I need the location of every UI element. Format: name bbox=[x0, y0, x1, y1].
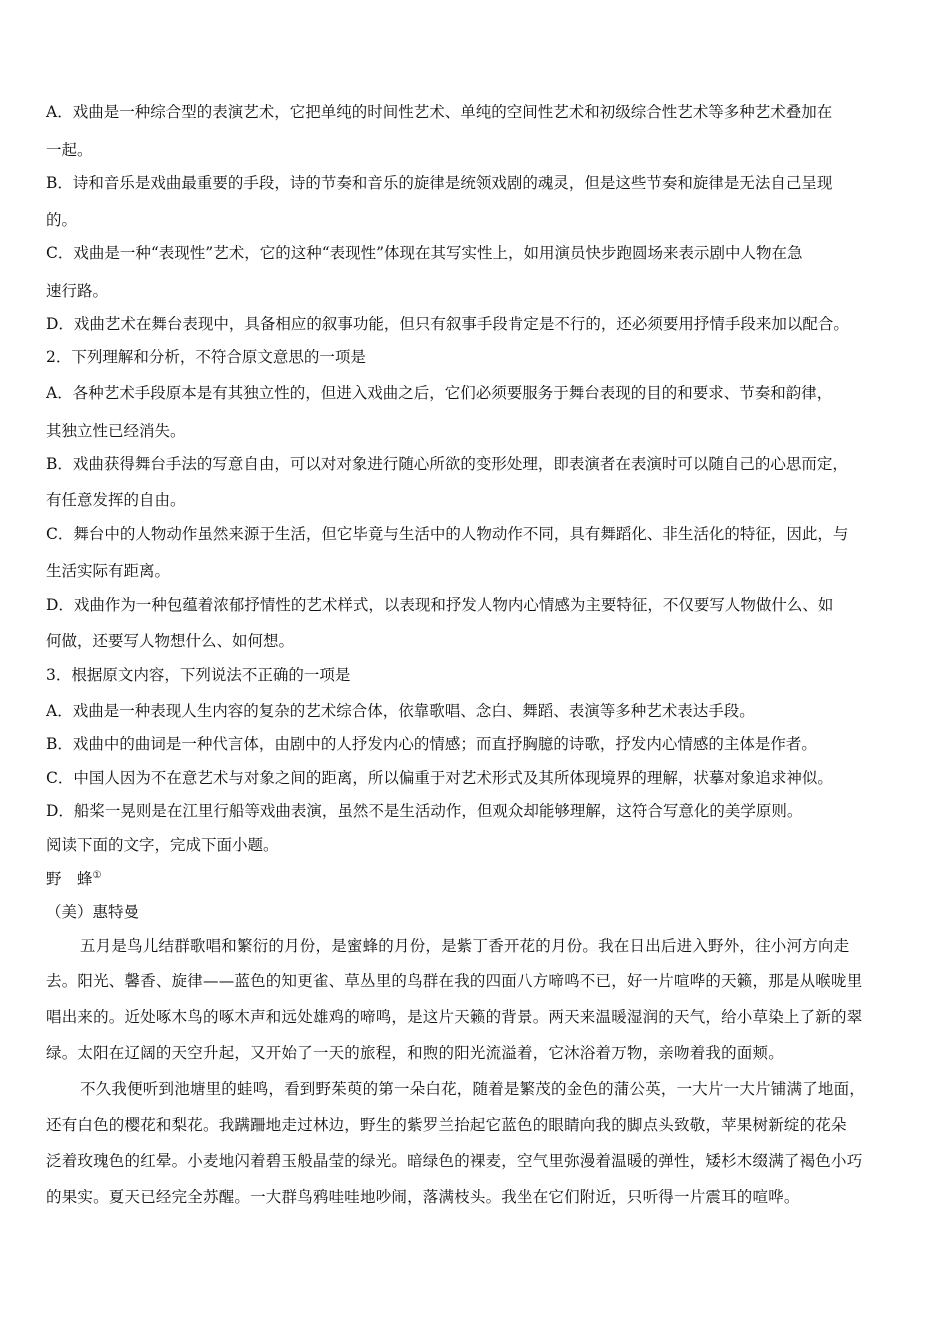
q1-option-a-line2: 一起。 bbox=[46, 141, 93, 159]
q2-option-a-line2: 其独立性已经消失。 bbox=[46, 422, 186, 440]
paragraph-line: 去。阳光、馨香、旋律——蓝色的知更雀、草丛里的鸟群在我的四面八方啼鸣不已，好一片喧哗的天籁，那是从喉咙里 bbox=[46, 972, 863, 990]
reading-instruction: 阅读下面的文字，完成下面小题。 bbox=[46, 836, 279, 854]
q2-option-d-line2: 何做，还要写人物想什么、如何想。 bbox=[46, 632, 295, 650]
paragraph-line: 唱出来的。近处啄木鸟的啄木声和远处雄鸡的啼鸣，是这片天籁的背景。两天来温暖湿润的天气，给小草染上了新的翠 bbox=[46, 1008, 863, 1026]
question-3: 3．根据原文内容，下列说法不正确的一项是 bbox=[46, 666, 351, 684]
paragraph-line: 泛着玫瑰色的红晕。小麦地闪着碧玉般晶莹的绿光。暗绿色的裸麦，空气里弥漫着温暖的弹性，矮杉木缀满了褐色小巧 bbox=[46, 1152, 863, 1170]
paragraph-line: 绿。太阳在辽阔的天空升起，又开始了一天的旅程，和煦的阳光流溢着，它沐浴着万物，亲吻着我的面颊。 bbox=[46, 1044, 784, 1062]
q3-option-a: A．戏曲是一种表现人生内容的复杂的艺术综合体，依靠歌唱、念白、舞蹈、表演等多种艺术表达手段。 bbox=[46, 702, 755, 720]
q2-option-c-line1: C．舞台中的人物动作虽然来源于生活，但它毕竟与生活中的人物动作不同，具有舞蹈化、非生活化的特征，因此，与 bbox=[46, 525, 849, 543]
article-author: （美）惠特曼 bbox=[46, 903, 140, 921]
q2-option-b-line1: B．戏曲获得舞台手法的写意自由，可以对对象进行随心所欲的变形处理，即表演者在表演时可以随自己的心思而定， bbox=[46, 455, 848, 473]
q1-option-c-line1: C．戏曲是一种“表现性”艺术，它的这种“表现性”体现在其写实性上，如用演员快步跑圆场来表示剧中人物在急 bbox=[46, 244, 803, 262]
q1-option-c-line2: 速行路。 bbox=[46, 282, 109, 300]
paragraph-line: 的果实。夏天已经完全苏醒。一大群鸟鸦哇哇地吵闹，落满枝头。我坐在它们附近，只听得一片震耳的喧哗。 bbox=[46, 1188, 800, 1206]
q2-option-d-line1: D．戏曲作为一种包蕴着浓郁抒情性的艺术样式，以表现和抒发人物内心情感为主要特征，不仅要写人物做什么、如 bbox=[46, 596, 834, 614]
paragraph-line: 还有白色的樱花和梨花。我蹒跚地走过林边，野生的紫罗兰抬起它蓝色的眼睛向我的脚点头致敬，苹果树新绽的花朵 bbox=[46, 1116, 847, 1134]
footnote-mark: ① bbox=[92, 870, 102, 881]
article-title-text: 野 蜂 bbox=[46, 870, 93, 888]
q3-option-c: C．中国人因为不在意艺术与对象之间的距离，所以偏重于对艺术形式及其所体现境界的理解，状摹对象追求神似。 bbox=[46, 769, 833, 787]
q2-option-b-line2: 有任意发挥的自由。 bbox=[46, 491, 186, 509]
q3-option-d: D．船桨一晃则是在江里行船等戏曲表演，虽然不是生活动作，但观众却能够理解，这符合写意化的美学原则。 bbox=[46, 802, 803, 820]
q1-option-a-line1: A．戏曲是一种综合型的表演艺术，它把单纯的时间性艺术、单纯的空间性艺术和初级综合性艺术等多种艺术叠加在 bbox=[46, 103, 833, 121]
q1-option-d-line1: D．戏曲艺术在舞台表现中，具备相应的叙事功能，但只有叙事手段肯定是不行的，还必须要用抒情手段来加以配合。 bbox=[46, 315, 849, 333]
paragraph-line: 五月是鸟儿结群歌唱和繁衍的月份，是蜜蜂的月份，是紫丁香开花的月份。我在日出后进入野外，往小河方向走 bbox=[80, 937, 850, 955]
q3-option-b: B．戏曲中的曲词是一种代言体，由剧中的人抒发内心的情感；而直抒胸臆的诗歌，抒发内心情感的主体是作者。 bbox=[46, 735, 817, 753]
q2-option-c-line2: 生活实际有距离。 bbox=[46, 562, 171, 580]
q2-option-a-line1: A．各种艺术手段原本是有其独立性的，但进入戏曲之后，它们必须要服务于舞台表现的目的和要求、节奏和韵律， bbox=[46, 384, 833, 402]
q1-option-b-line2: 的。 bbox=[46, 211, 78, 229]
article-title bbox=[46, 869, 101, 889]
q1-option-b-line1: B．诗和音乐是戏曲最重要的手段，诗的节奏和音乐的旋律是统领戏剧的魂灵，但是这些节奏和旋律是无法自己呈现 bbox=[46, 174, 833, 192]
question-2: 2．下列理解和分析，不符合原文意思的一项是 bbox=[46, 348, 366, 366]
paragraph-line: 不久我便听到池塘里的蛙鸣，看到野茱萸的第一朵白花，随着是繁茂的金色的蒲公英，一大片一大片铺满了地面， bbox=[80, 1080, 866, 1098]
